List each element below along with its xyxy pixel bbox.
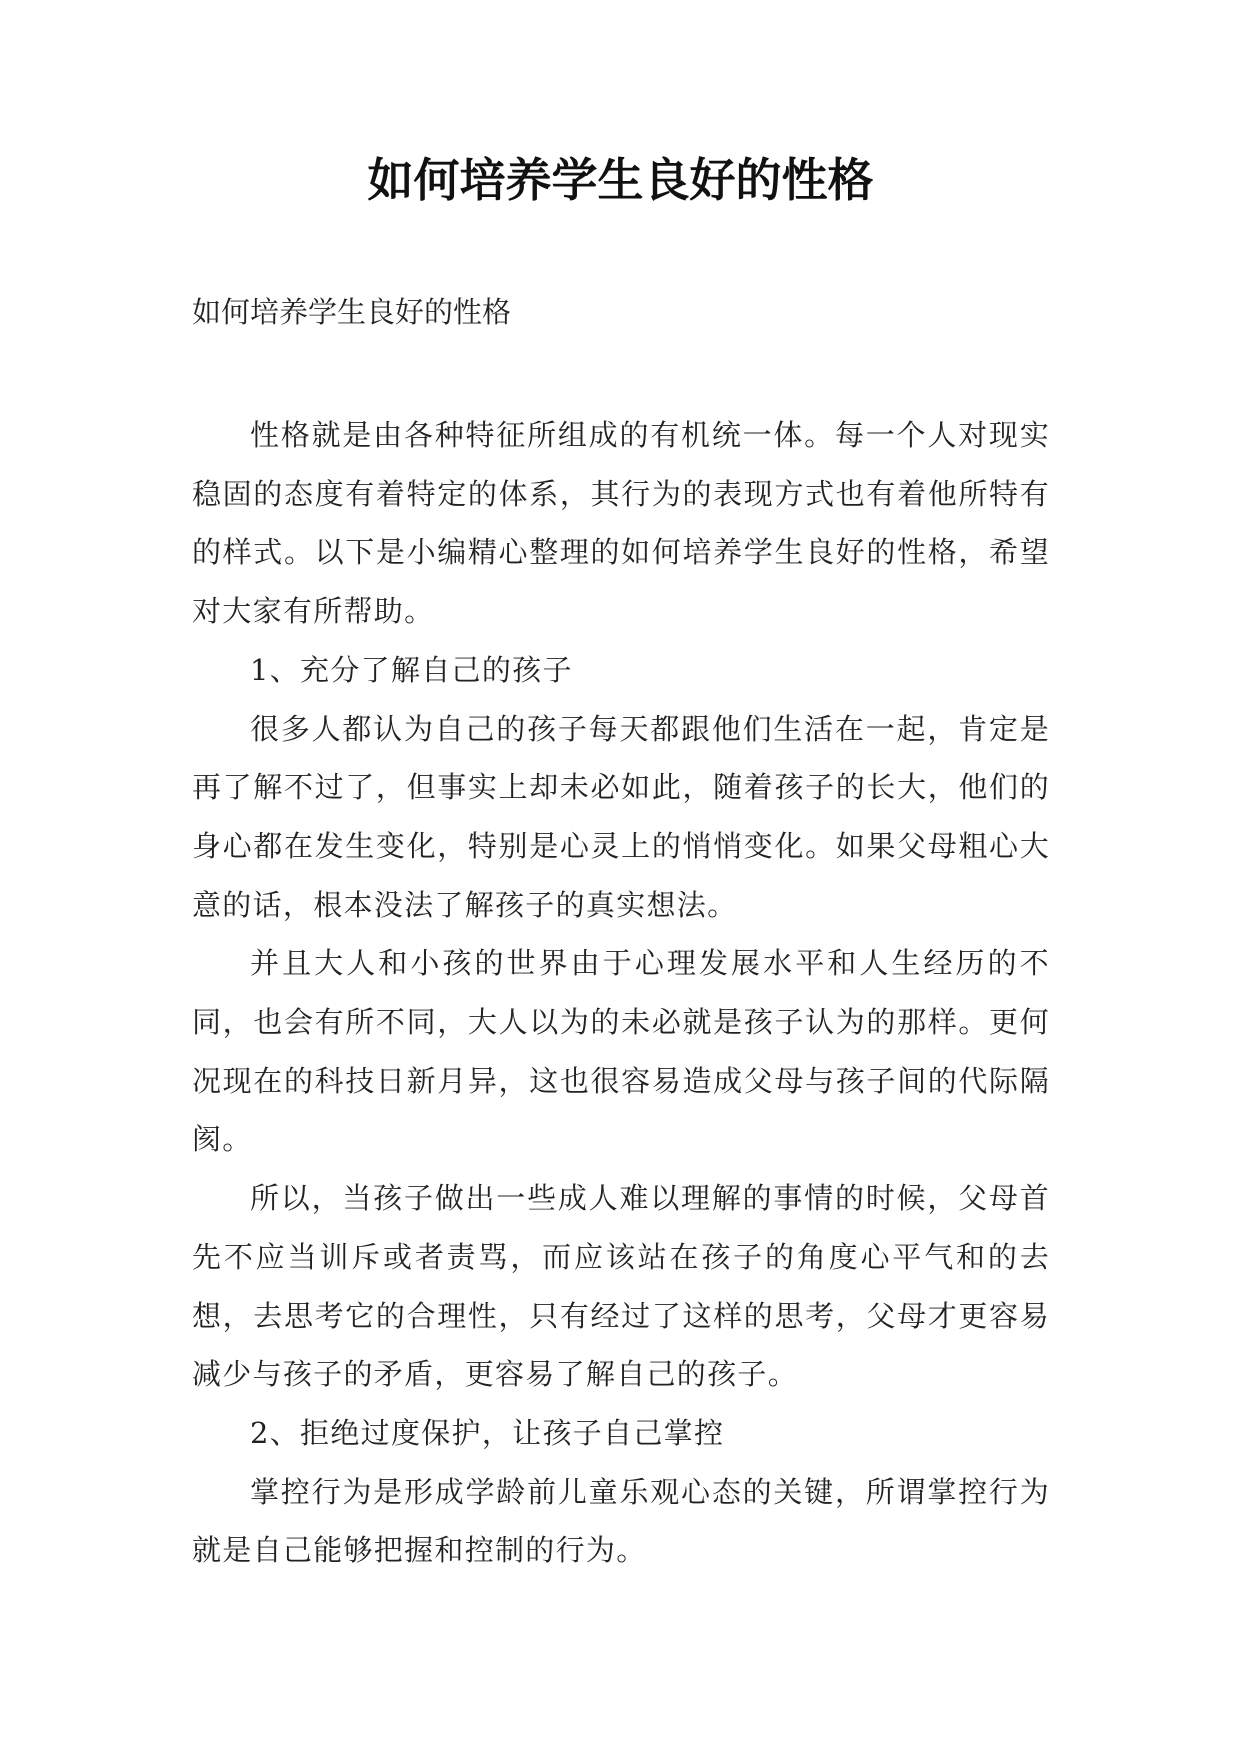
- paragraph: 并且大人和小孩的世界由于心理发展水平和人生经历的不同，也会有所不同，大人以为的未必就是孩子认为的那样。更何况现在的科技日新月异，这也很容易造成父母与孩子间的代际隔阂。: [192, 946, 1050, 1157]
- section-heading-1: 1、充分了解自己的孩子: [250, 652, 573, 687]
- paragraph-intro: 性格就是由各种特征所组成的有机统一体。每一个人对现实稳固的态度有着特定的体系，其行为的表现方式也有着他所特有的样式。以下是小编精心整理的如何培养学生良好的性格，希望对大家有所帮助。: [192, 418, 1050, 629]
- document-title: 如何培养学生良好的性格: [367, 153, 874, 207]
- section-heading-2: 2、拒绝过度保护，让孩子自己掌控: [250, 1415, 725, 1450]
- paragraph: 掌控行为是形成学龄前儿童乐观心态的关键，所谓掌控行为就是自己能够把握和控制的行为。: [192, 1474, 1050, 1568]
- paragraph: 所以，当孩子做出一些成人难以理解的事情的时候，父母首先不应当训斥或者责骂，而应该站在孩子的角度心平气和的去想，去思考它的合理性，只有经过了这样的思考，父母才更容易减少与孩子的矛盾，更容易了解自己的孩子。: [192, 1181, 1050, 1392]
- document-subtitle: 如何培养学生良好的性格: [192, 295, 512, 329]
- paragraph: 很多人都认为自己的孩子每天都跟他们生活在一起，肯定是再了解不过了，但事实上却未必如此，随着孩子的长大，他们的身心都在发生变化，特别是心灵上的悄悄变化。如果父母粗心大意的话，根本没法了解孩子的真实想法。: [192, 711, 1050, 922]
- document-body: [192, 406, 1050, 1580]
